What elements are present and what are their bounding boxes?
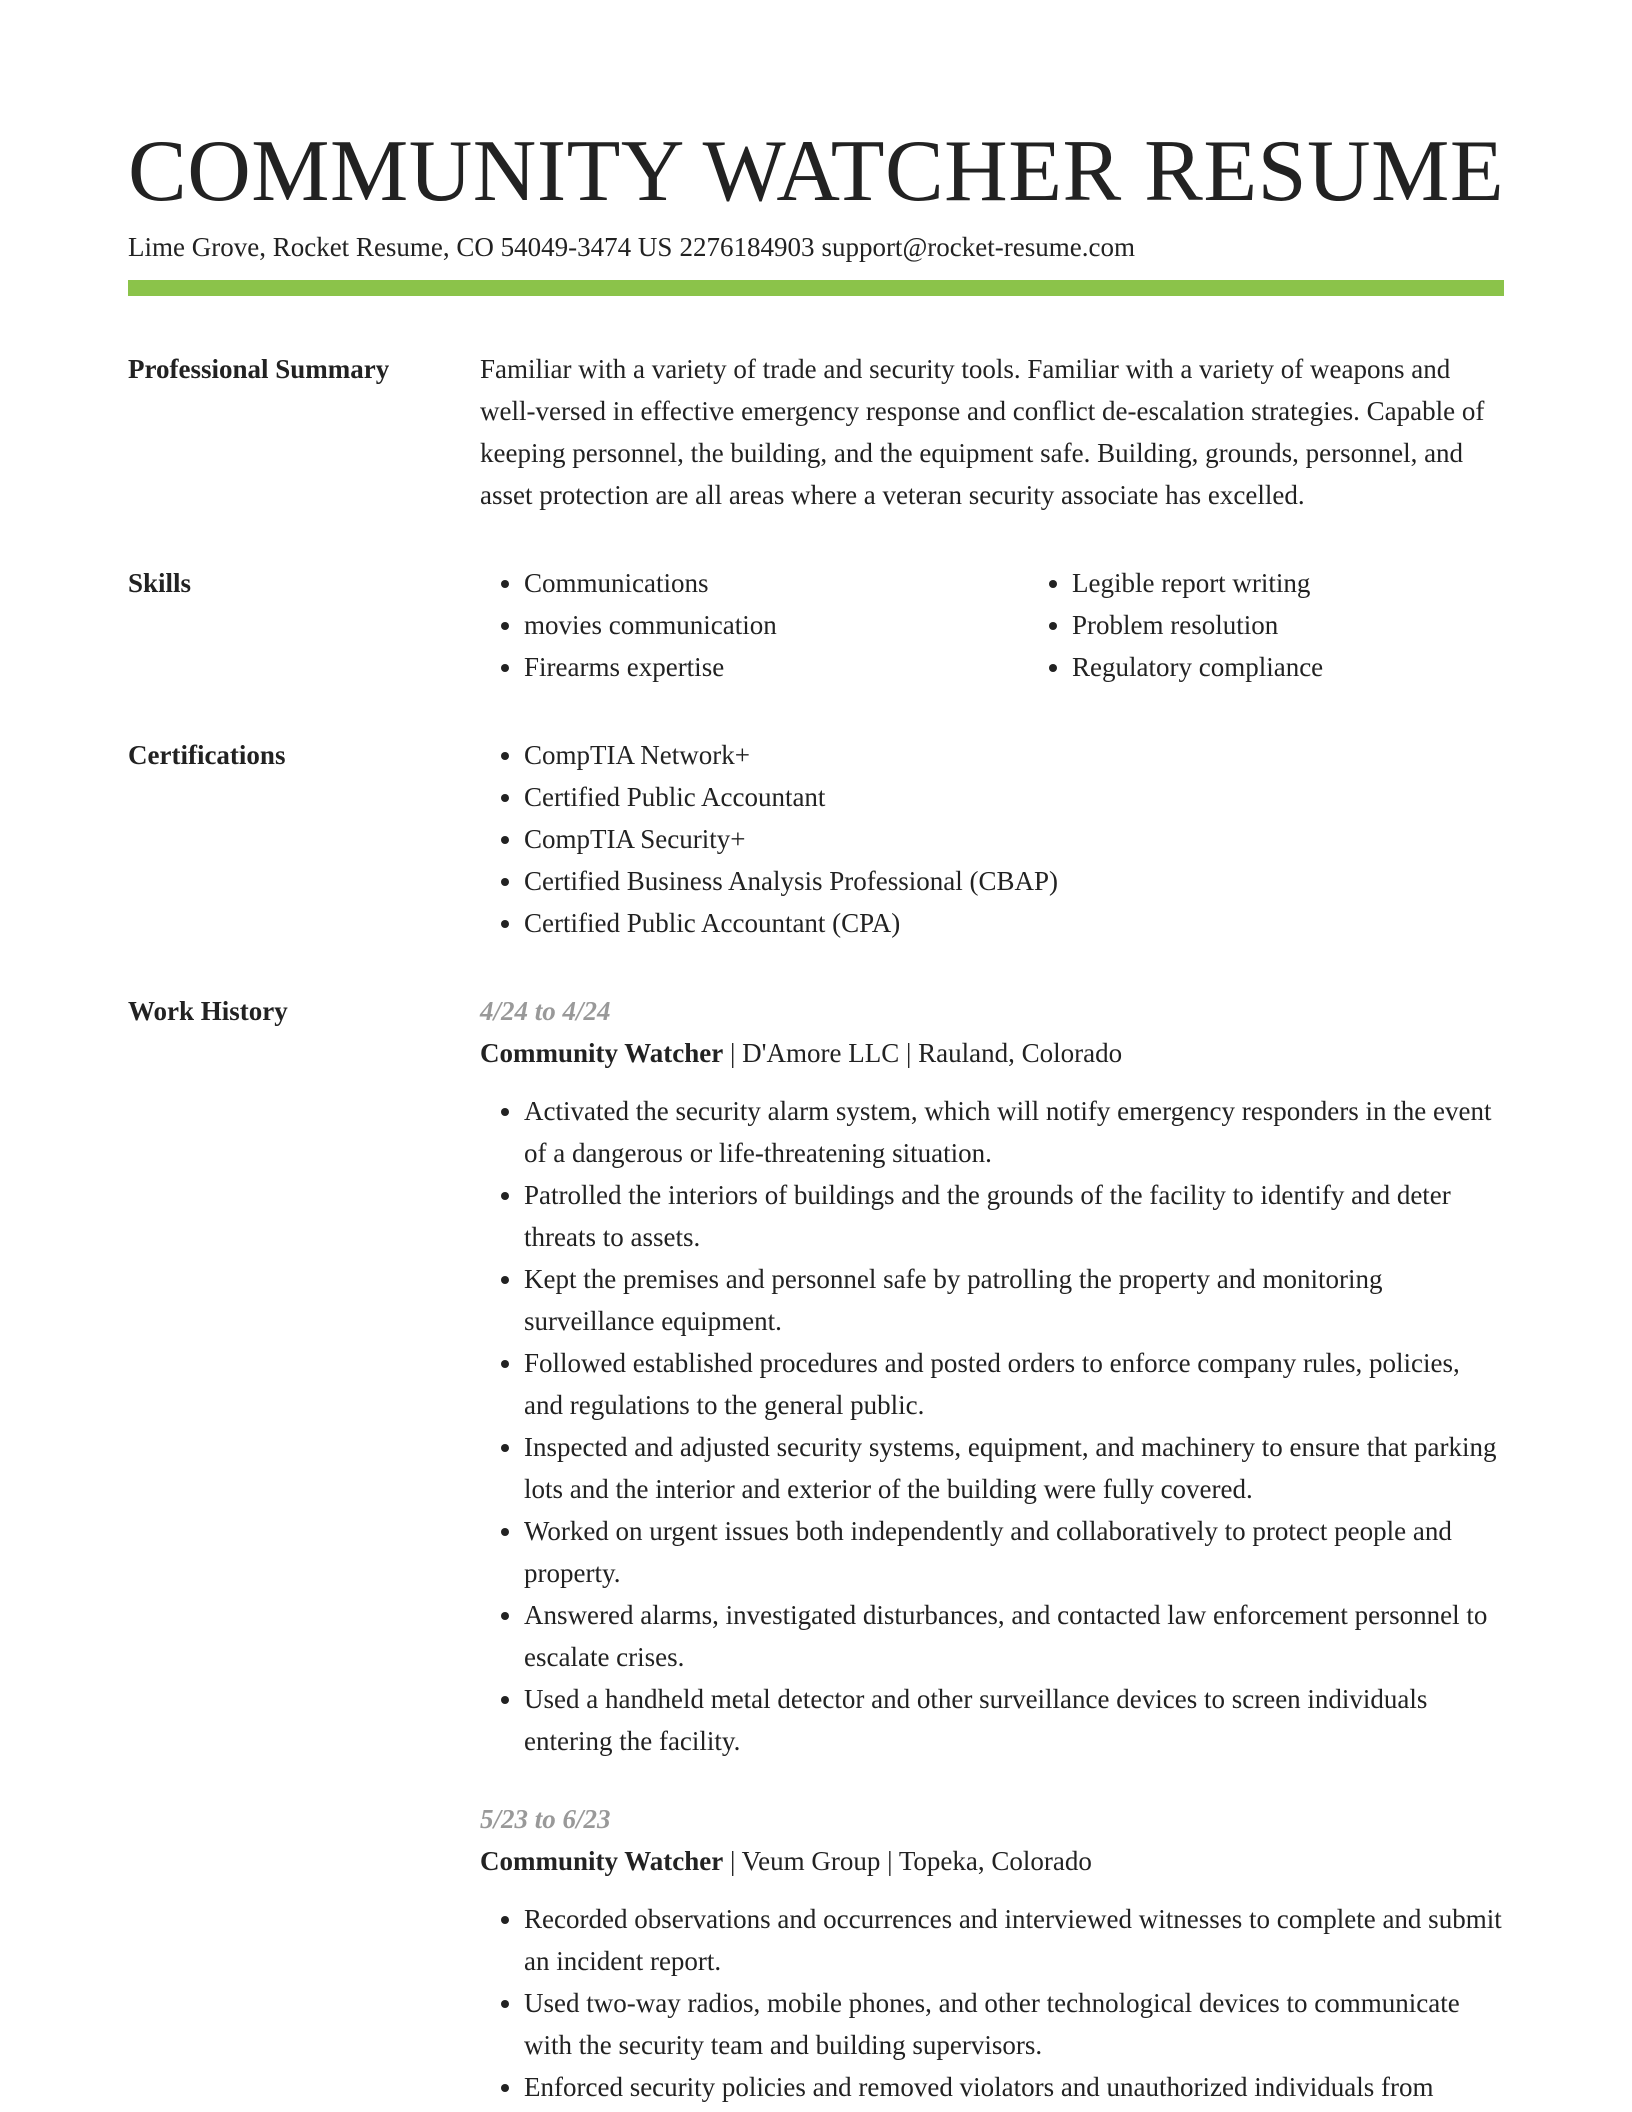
- certification-item: • Certified Business Analysis Professional (CBAP): [524, 860, 1504, 902]
- contact-address: Lime Grove, Rocket Resume, CO 54049-3474 US: [128, 232, 673, 262]
- resume-page: [128, 0, 1504, 2108]
- job-bullets: [480, 1090, 1504, 1762]
- skill-item: • movies communication: [524, 604, 1028, 646]
- certification-item: • CompTIA Network+: [524, 734, 1504, 776]
- job-bullet: • Recorded observations and occurrences and interviewed witnesses to complete and submit an incident report.: [524, 1898, 1504, 1982]
- job-bullet: • Answered alarms, investigated disturbances, and contacted law enforcement personnel to escalate crises.: [524, 1594, 1504, 1678]
- job-bullets: [480, 1898, 1504, 2108]
- certification-item: • Certified Public Accountant (CPA): [524, 902, 1504, 944]
- job-dates: 4/24 to 4/24: [480, 996, 611, 1026]
- certifications-list: [480, 734, 1504, 944]
- skill-item: • Regulatory compliance: [1072, 646, 1576, 688]
- summary-text: Familiar with a variety of trade and security tools. Familiar with a variety of weapons and well-versed in effective emergency response and conflict de-escalation strategies. Capable of keeping personnel, the building, and the equipment safe. Building, grounds, personnel, and asset protection are all areas where a veteran security associate has excelled.: [480, 354, 1485, 510]
- job-bullet: • Used a handheld metal detector and other surveillance devices to screen individuals entering the facility.: [524, 1678, 1504, 1762]
- certification-item: • Certified Public Accountant: [524, 776, 1504, 818]
- job-bullet: • Used two-way radios, mobile phones, and other technological devices to communicate with the security team and building supervisors.: [524, 1982, 1504, 2066]
- job-entry: [480, 990, 1504, 1762]
- job-entry: [480, 1798, 1504, 2108]
- job-bullet: • Activated the security alarm system, which will notify emergency responders in the event of a dangerous or life-threatening situation.: [524, 1090, 1504, 1174]
- job-bullet: • Inspected and adjusted security systems, equipment, and machinery to ensure that parking lots and the interior and exterior of the building were fully covered.: [524, 1426, 1504, 1510]
- resume-title: COMMUNITY WATCHER RESUME: [128, 123, 1505, 220]
- job-bullet: • Enforced security policies and removed violators and unauthorized individuals from: [524, 2066, 1504, 2108]
- certifications-heading: Certifications: [128, 740, 286, 770]
- job-title: Community Watcher: [480, 1846, 724, 1876]
- skill-item: • Problem resolution: [1072, 604, 1576, 646]
- certification-item: • CompTIA Security+: [524, 818, 1504, 860]
- certifications-section: [128, 734, 1504, 944]
- job-company: D'Amore LLC: [742, 1038, 900, 1068]
- skills-list-right: [1028, 562, 1576, 688]
- job-heading-line: Community Watcher | Veum Group | Topeka, Colorado: [480, 1846, 1092, 1876]
- contact-email: support@rocket-resume.com: [821, 232, 1135, 262]
- skills-list-left: [480, 562, 1028, 688]
- job-bullet: • Followed established procedures and posted orders to enforce company rules, policies, and regulations to the general public.: [524, 1342, 1504, 1426]
- job-location: Rauland, Colorado: [918, 1038, 1123, 1068]
- skills-section: [128, 562, 1504, 688]
- summary-section: [128, 348, 1504, 516]
- job-bullet: • Worked on urgent issues both independently and collaboratively to protect people and property.: [524, 1510, 1504, 1594]
- contact-phone: 2276184903: [679, 232, 815, 262]
- work-history-heading: Work History: [128, 996, 288, 1026]
- skill-item: • Firearms expertise: [524, 646, 1028, 688]
- contact-line: [128, 230, 1504, 264]
- job-heading-line: Community Watcher | D'Amore LLC | Rauland, Colorado: [480, 1038, 1123, 1068]
- skill-item: • Communications: [524, 562, 1028, 604]
- accent-divider: [128, 280, 1504, 296]
- summary-heading: Professional Summary: [128, 354, 390, 384]
- job-bullet: • Patrolled the interiors of buildings and the grounds of the facility to identify and deter threats to assets.: [524, 1174, 1504, 1258]
- job-location: Topeka, Colorado: [898, 1846, 1092, 1876]
- job-bullet: • Kept the premises and personnel safe by patrolling the property and monitoring surveillance equipment.: [524, 1258, 1504, 1342]
- job-dates: 5/23 to 6/23: [480, 1804, 611, 1834]
- job-company: Veum Group: [741, 1846, 881, 1876]
- work-history-section: [128, 990, 1504, 2108]
- skills-heading: Skills: [128, 568, 192, 598]
- job-title: Community Watcher: [480, 1038, 724, 1068]
- skill-item: • Legible report writing: [1072, 562, 1576, 604]
